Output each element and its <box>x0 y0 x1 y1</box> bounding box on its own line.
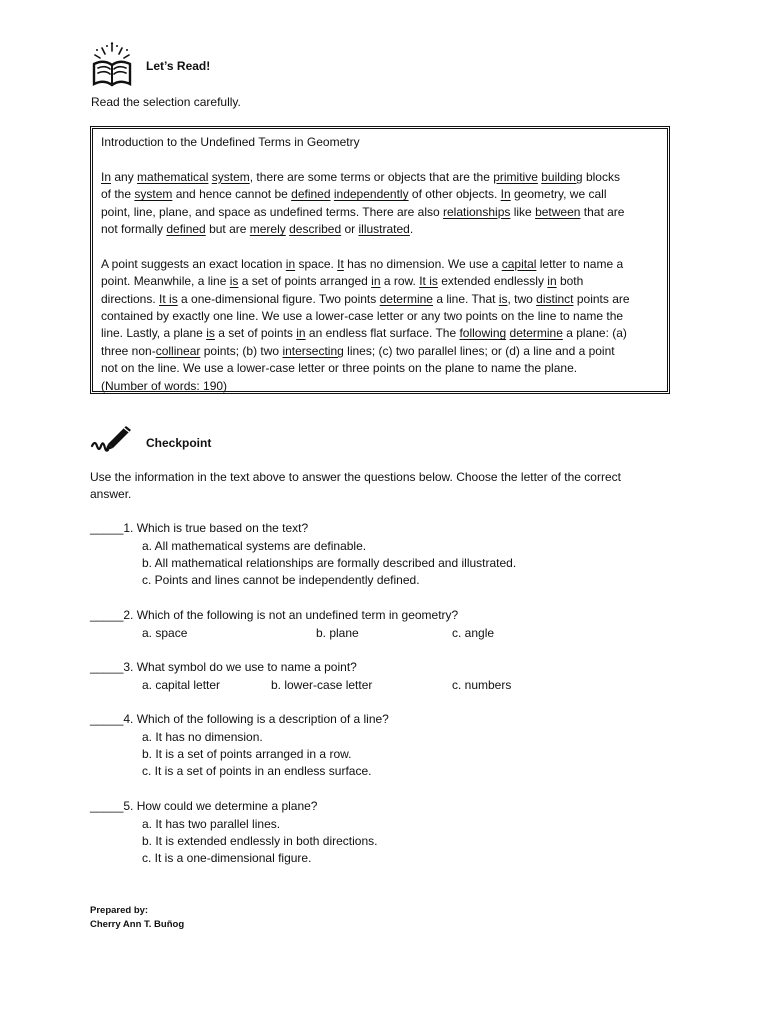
question-2-option-c: c. angle <box>452 626 495 640</box>
question-1: _____1. Which is true based on the text? <box>90 521 309 535</box>
question-1-option-c: c. Points and lines cannot be independently defined. <box>142 573 420 587</box>
section-title-lets-read: Let’s Read! <box>146 59 211 73</box>
question-5-option-b: b. It is extended endlessly in both directions. <box>142 834 378 848</box>
question-4-option-a: a. It has no dimension. <box>142 730 263 744</box>
passage-paragraph-2-line-4: contained by exactly one line. We use a lower-case letter or any two points on the line to name the <box>101 309 624 324</box>
question-4: _____4. Which of the following is a description of a line? <box>90 712 389 726</box>
passage-paragraph-2-line-5: line. Lastly, a plane is a set of points in an endless flat surface. The following determine a plane: (a) <box>101 326 627 341</box>
prepared-by-label: Prepared by: <box>90 905 149 916</box>
open-book-icon <box>90 42 134 88</box>
passage-paragraph-2-line-7: not on the line. We use a lower-case letter or three points on the plane to name the plane. <box>101 361 578 376</box>
checkpoint-instruction-line-1: Use the information in the text above to answer the questions below. Choose the letter of the correct <box>90 470 621 484</box>
passage-paragraph-1-line-2: of the system and hence cannot be defined independently of other objects. In geometry, we call <box>101 187 607 202</box>
passage-paragraph-2-line-2: point. Meanwhile, a line is a set of points arranged in a row. It is extended endlessly in both <box>101 274 584 289</box>
passage-paragraph-2-line-1: A point suggests an exact location in space. It has no dimension. We use a capital letter to name a <box>101 256 624 271</box>
section-title-checkpoint: Checkpoint <box>146 436 212 450</box>
question-3: _____3. What symbol do we use to name a point? <box>90 660 357 674</box>
passage-paragraph-1-line-3: point, line, plane, and space as undefined terms. There are also relationships like between that are <box>101 204 625 219</box>
reading-instruction: Read the selection carefully. <box>91 95 241 109</box>
question-5-option-c: c. It is a one-dimensional figure. <box>142 851 312 865</box>
question-3-option-a: a. capital letter <box>142 678 221 692</box>
passage-paragraph-2-line-3: directions. It is a one-dimensional figure. Two points determine a line. That is, two distinct points are <box>101 291 630 306</box>
passage-paragraph-2 <box>101 256 659 378</box>
passage-paragraph-1-line-4: not formally defined but are merely described or illustrated. <box>101 222 414 237</box>
question-4-option-b: b. It is a set of points arranged in a row. <box>142 747 352 761</box>
checkpoint-instruction-line-2: answer. <box>90 487 132 501</box>
passage-paragraph-2-line-6: three non-collinear points; (b) two intersecting lines; (c) two parallel lines; or (d) a line and a point <box>101 343 615 358</box>
question-5-option-a: a. It has two parallel lines. <box>142 817 281 831</box>
reading-passage-box <box>90 126 670 394</box>
passage-paragraph-1 <box>101 169 659 239</box>
word-count: (Number of words: 190) <box>101 378 228 393</box>
preparer-name: Cherry Ann T. Buñog <box>90 919 185 930</box>
question-3-option-c: c. numbers <box>452 678 512 692</box>
question-1-option-a: a. All mathematical systems are definable. <box>142 539 367 553</box>
question-2-option-b: b. plane <box>316 626 359 640</box>
question-5: _____5. How could we determine a plane? <box>90 799 318 813</box>
pen-icon <box>90 422 134 458</box>
question-3-option-b: b. lower-case letter <box>271 678 373 692</box>
question-2-option-a: a. space <box>142 626 188 640</box>
question-2: _____2. Which of the following is not an undefined term in geometry? <box>90 608 459 622</box>
question-4-option-c: c. It is a set of points in an endless surface. <box>142 764 372 778</box>
passage-paragraph-1-line-1: In any mathematical system, there are some terms or objects that are the primitive building blocks <box>101 169 620 184</box>
question-1-option-b: b. All mathematical relationships are formally described and illustrated. <box>142 556 517 570</box>
passage-title: Introduction to the Undefined Terms in Geometry <box>101 135 360 149</box>
